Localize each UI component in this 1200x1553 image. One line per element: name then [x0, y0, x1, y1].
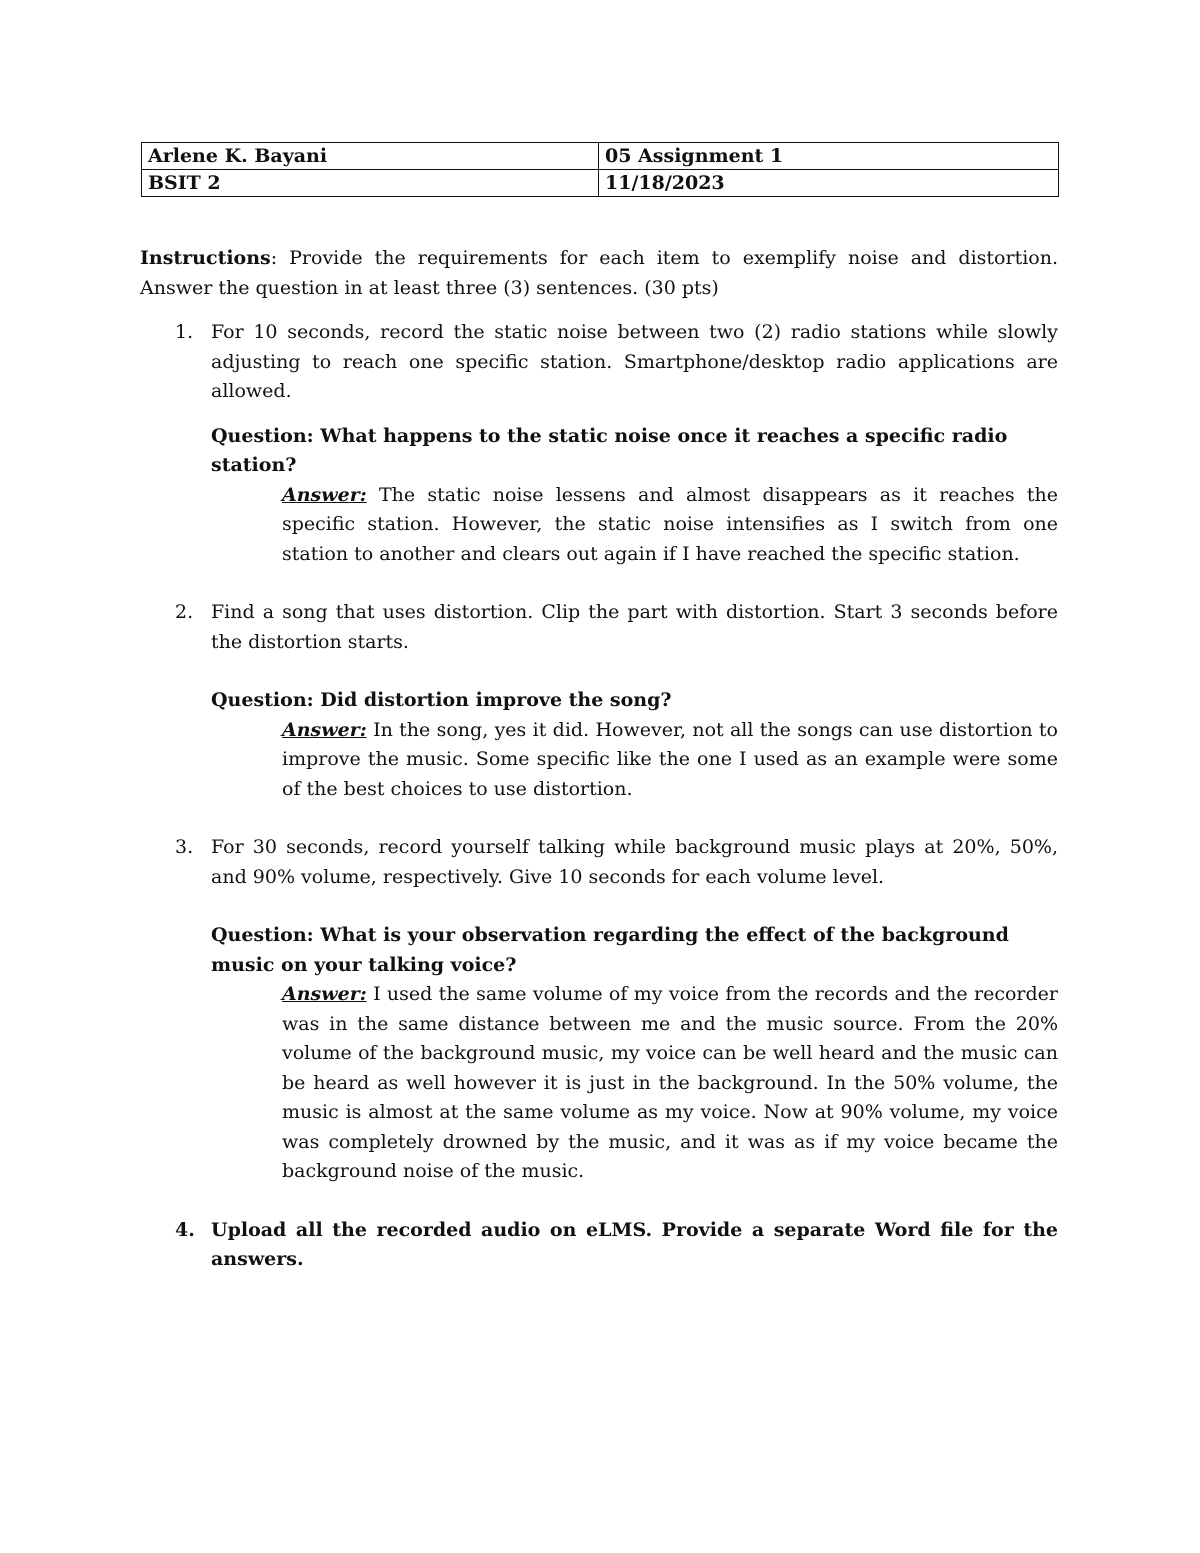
assignment-title: 05 Assignment 1	[599, 143, 1059, 170]
answer-text: In the song, yes it did. However, not all the songs can use distortion to improve the music. Some specific like the one I used as an example were some of the best choices to use distortion.	[282, 718, 1058, 800]
list-item-1	[140, 318, 1058, 407]
submission-date: 11/18/2023	[599, 170, 1059, 197]
header-row-1	[142, 143, 1059, 170]
item-text: Upload all the recorded audio on eLMS. Provide a separate Word file for the answers.	[211, 1218, 1058, 1270]
item-number: 3.	[175, 836, 194, 858]
question-1: Question: What happens to the static noise once it reaches a specific radio station?	[211, 424, 1008, 476]
answer-label: Answer:	[282, 483, 367, 506]
list-item-2	[140, 598, 1058, 657]
instructions-text: : Provide the requirements for each item to exemplify noise and distortion. Answer the question in at least three (3) sentences. (30 pts)	[140, 247, 1058, 299]
list-item-4	[140, 1216, 1058, 1275]
item-text: For 30 seconds, record yourself talking while background music plays at 20%, 50%, and 90% volume, respectively. Give 10 seconds for each volume level.	[211, 836, 1058, 888]
list-item-3	[140, 833, 1058, 892]
item-number: 1.	[175, 321, 194, 343]
answer-text: I used the same volume of my voice from the records and the recorder was in the same distance between me and the music source. From the 20% volume of the background music, my voice can be well heard and the music can be heard as well however it is just in the background. In the 50% volume, the music is almost at the same volume as my voice. Now at 90% volume, my voice was completely drowned by the music, and it was as if my voice became the background noise of the music.	[282, 983, 1058, 1182]
answer-label: Answer:	[282, 983, 367, 1005]
student-section: BSIT 2	[142, 170, 599, 197]
document-body	[140, 244, 1058, 1275]
instructions-lead: Instructions	[140, 247, 271, 269]
instructions-paragraph	[140, 244, 1058, 303]
question-3: Question: What is your observation regarding the effect of the background music on your talking voice?	[211, 924, 1009, 976]
item-text: For 10 seconds, record the static noise between two (2) radio stations while slowly adjusting to reach one specific station. Smartphone/desktop radio applications are allowed.	[211, 321, 1058, 402]
item-number: 2.	[175, 601, 194, 623]
answer-label: Answer:	[282, 718, 367, 741]
question-2: Question: Did distortion improve the song?	[211, 689, 672, 711]
header-table	[141, 142, 1059, 197]
student-name: Arlene K. Bayani	[142, 143, 599, 170]
answer-text: The static noise lessens and almost disappears as it reaches the specific station. However, the static noise intensifies as I switch from one station to another and clears out again if I have reached the specific station.	[282, 483, 1058, 565]
answer-2	[140, 716, 1058, 805]
header-row-2	[142, 170, 1059, 197]
answer-3	[140, 980, 1058, 1187]
item-number: 4.	[175, 1218, 195, 1241]
answer-1	[140, 481, 1058, 570]
item-text: Find a song that uses distortion. Clip the part with distortion. Start 3 seconds before the distortion starts.	[211, 601, 1058, 653]
